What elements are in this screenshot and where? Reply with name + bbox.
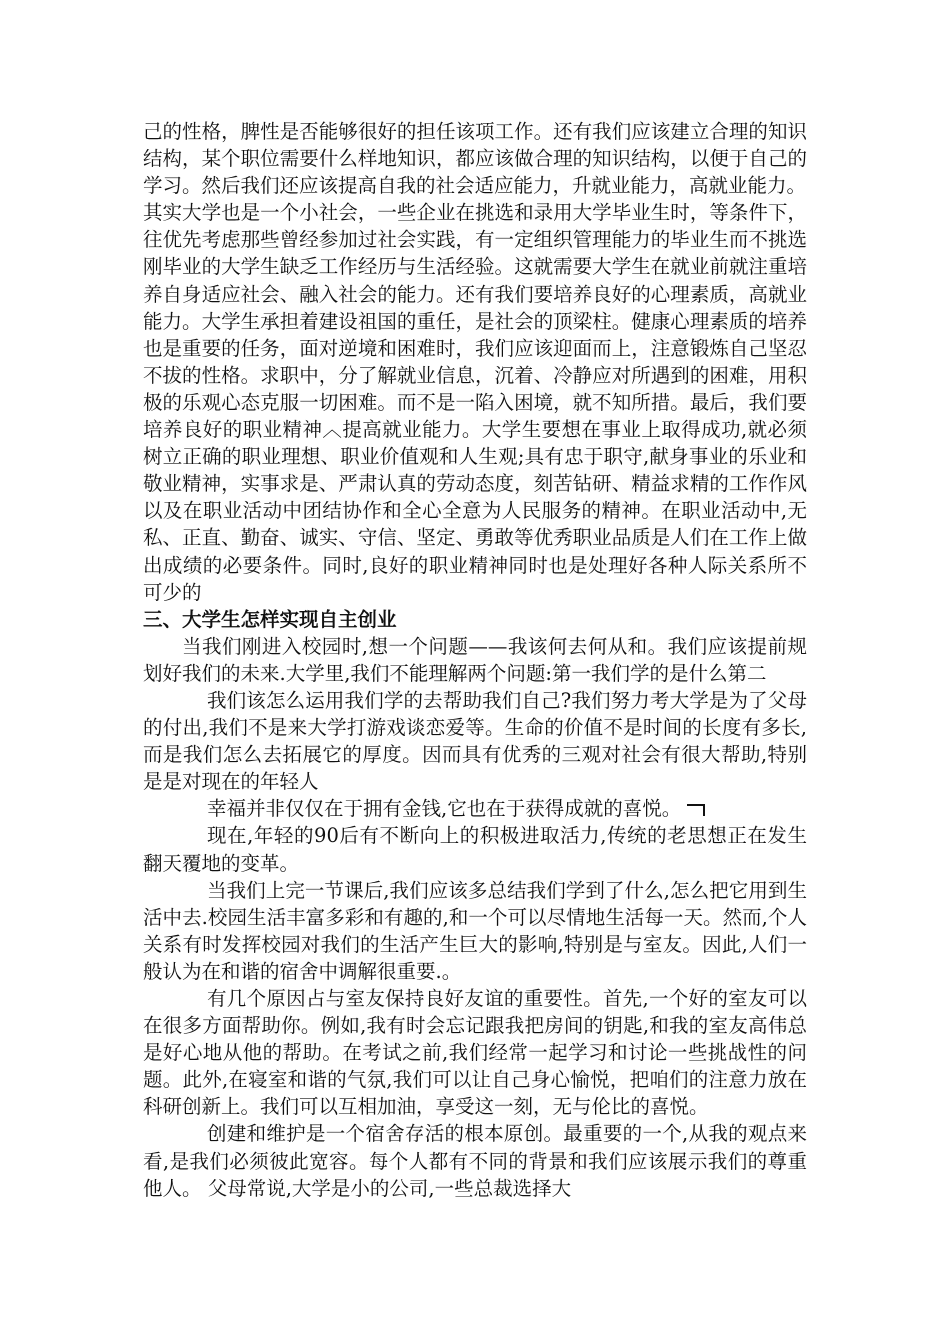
document-body xyxy=(143,118,807,1202)
paragraph-8: 有几个原因占与室友保持良好友谊的重要性。首先,一个好的室友可以在很多方面帮助你。例如,我有时会忘记跟我把房间的钥匙,和我的室友高伟总是好心地从他的帮助。在考试之前,我们经常一起学习和讨论一些挑战性的问题。此外,在寝室和谐的气氛,我们可以让自己身心愉悦，把咱们的注意力放在科研创新上。我们可以互相加油，享受这一刻，无与伦比的喜悦。 xyxy=(143,987,807,1119)
paragraph-5-text: 幸福并非仅仅在于拥有金钱,它也在于获得成就的喜悦。 xyxy=(207,797,682,821)
section-heading: 三、大学生怎样实现自主创业 xyxy=(143,607,397,631)
paragraph-6: 现在,年轻的90后有不断向上的积极进取活力,传统的老思想正在发生翻天覆地的变革。 xyxy=(143,824,807,875)
paragraph-7: 当我们上完一节课后,我们应该多总结我们学到了什么,怎么把它用到生活中去.校园生活丰富多彩和有趣的,和一个可以尽情地生活每一天。然而,个人关系有时发挥校园对我们的生活产生巨大的影响,特别是与室友。因此,人们一般认为在和谐的宿舍中调解很重要.。 xyxy=(143,878,807,983)
paragraph-2: 其实大学也是一个小社会，一些企业在挑选和录用大学毕业生时，等条件下，往优先考虑那些曾经参加过社会实践，有一定组织管理能力的毕业生而不挑选刚毕业的大学生缺乏工作经历与生活经验。这就需要大学生在就业前就注重培养自身适应社会、融入社会的能力。还有我们要培养良好的心理素质，高就业能力。大学生承担着建设祖国的重任，是社会的顶梁柱。健康心理素质的培养也是重要的任务，面对逆境和困难时，我们应该迎面而上，注意锻炼自己坚忍不拔的性格。求职中，分了解就业信息，沉着、冷静应对所遇到的困难，用积极的乐观心态克服一切困难。而不是一陷入困境，就不知所措。最后，我们要培养良好的职业精神︿提高就业能力。大学生要想在事业上取得成功,就必须树立正确的职业理想、职业价值观和人生观;具有忠于职守,献身事业的乐业和敬业精神，实事求是、严肃认真的劳动态度，刻苦钻研、精益求精的工作作风以及在职业活动中团结协作和全心全意为人民服务的精神。在职业活动中,无私、正直、勤奋、诚实、守信、坚定、勇敢等优秀职业品质是人们在工作上做出成绩的必要条件。同时,良好的职业精神同时也是处理好各种人际关系所不可少的 xyxy=(143,201,807,604)
paragraph-1: 己的性格，脾性是否能够很好的担任该项工作。还有我们应该建立合理的知识结构，某个职位需要什么样地知识，都应该做合理的知识结构，以便于自己的学习。然后我们还应该提高自我的社会适应能力，升就业能力，高就业能力。 xyxy=(143,120,807,198)
paragraph-3: 当我们刚进入校园时,想一个问题——我该何去何从和。我们应该提前规划好我们的未来.大学里,我们不能理解两个问题:第一我们学的是什么第二 xyxy=(143,634,807,685)
paragraph-5 xyxy=(143,795,807,822)
paragraph-9: 创建和维护是一个宿舍存活的根本原创。最重要的一个,从我的观点来看,是我们必须彼此宽容。每个人都有不同的背景和我们应该展示我们的尊重他人。 父母常说,大学是小的公司,一些总裁选择大 xyxy=(143,1122,807,1200)
paragraph-4: 我们该怎么运用我们学的去帮助我们自己?我们努力考大学是为了父母的付出,我们不是来大学打游戏谈恋爱等。生命的价值不是时间的长度有多长,而是我们怎么去拓展它的厚度。因而具有优秀的三观对社会有很大帮助,特别是是对现在的年轻人 xyxy=(143,688,807,794)
bracket-mark-icon xyxy=(687,804,705,816)
